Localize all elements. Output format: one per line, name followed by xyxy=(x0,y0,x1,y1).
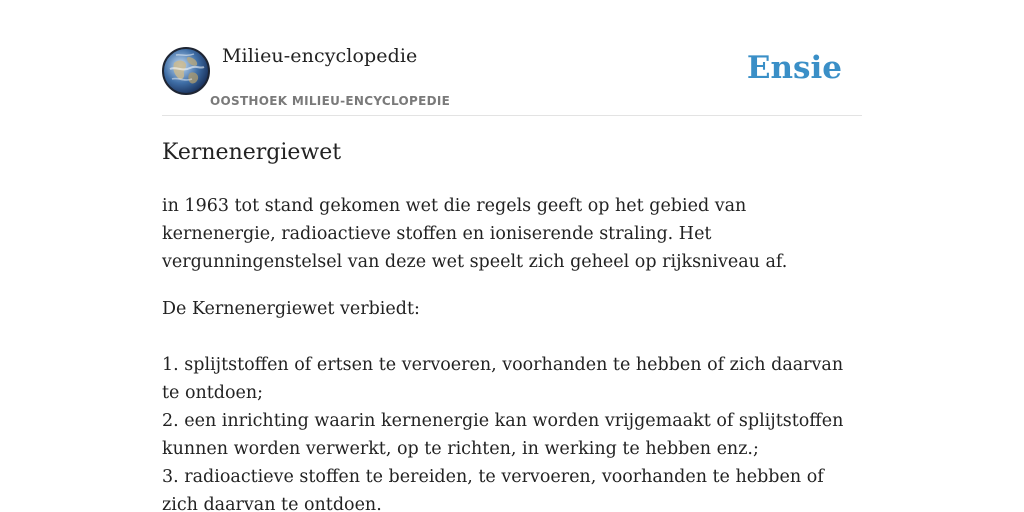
list-item: 1. splijtstoffen of ertsen te vervoeren, voorhanden te hebben of zich daarvan te ontdoen; xyxy=(162,355,844,403)
site-subtitle: OOSTHOEK MILIEU-ENCYCLOPEDIE xyxy=(210,94,451,108)
list-item: 3. radioactieve stoffen te bereiden, te vervoeren, voorhanden te hebben of zich daarvan te ontdoen. xyxy=(162,467,824,512)
prohibition-list xyxy=(162,351,862,512)
content-container xyxy=(162,0,862,512)
brand-logo-link[interactable]: Ensie xyxy=(746,50,842,86)
site-name[interactable]: Milieu-encyclopedie xyxy=(222,45,418,67)
article-paragraph-1: in 1963 tot stand gekomen wet die regels geeft op het gebied van kernenergie, radioactieve stoffen en ioniserende straling. Het vergunningenstelsel van deze wet speelt zich geheel op rijksniveau af. xyxy=(162,196,788,272)
article-title: Kernenergiewet xyxy=(162,140,342,165)
article-paragraph-2: De Kernenergiewet verbiedt: xyxy=(162,299,420,319)
earth-globe-graphic xyxy=(164,49,208,93)
earth-globe-icon[interactable] xyxy=(162,47,210,95)
list-item: 2. een inrichting waarin kernenergie kan worden vrijgemaakt of splijtstoffen kunnen worden verwerkt, op te richten, in werking te hebben enz.; xyxy=(162,411,844,459)
site-header xyxy=(162,0,862,116)
